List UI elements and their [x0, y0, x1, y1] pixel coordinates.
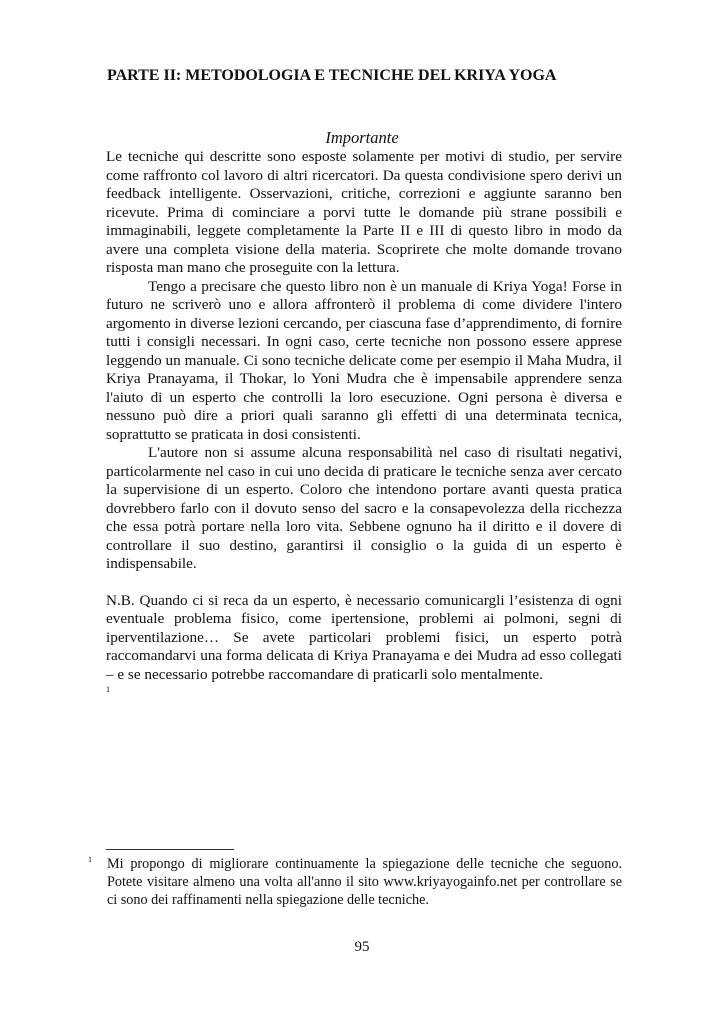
footnote-reference: 1	[106, 685, 110, 694]
section-subheading: Importante	[325, 128, 399, 147]
page-number: 95	[354, 939, 370, 955]
footnote-text: Mi propongo di migliorare continuamente la spiegazione delle tecniche che seguono. Potete visitare almeno una volta all'anno il sito www.kriyayogainfo.net per controllare se ci sono dei raffinamenti nella spiegazione delle tecniche.	[107, 856, 622, 908]
footnote-divider	[106, 849, 234, 850]
paragraph-manual-disclaimer: Tengo a precisare che questo libro non è un manuale di Kriya Yoga! Forse in futuro ne scriverò uno e allora affronterò il problema di come dividere l'intero argomento in diverse lezioni cercando, per ciascuna fase d’apprendimento, di fornire tutti i consigli necessari. In ogni caso, certe tecniche non possono essere apprese leggendo un manuale. Ci sono tecniche delicate come per esempio il Maha Mudra, il Kriya Pranayama, il Thokar, lo Yoni Mudra che è impensabile apprendere senza l'aiuto di un esperto che controlli la loro esecuzione. Ogni persona è diversa e nessuno può dire a priori quali saranno gli effetti di una determinata tecnica, soprattutto se praticata in dosi consistenti.	[106, 277, 622, 443]
footnote-mark: 1	[88, 855, 92, 864]
page-title: PARTE II: METODOLOGIA E TECNICHE DEL KRIYA YOGA	[107, 67, 557, 84]
paragraph-responsibility: L'autore non si assume alcuna responsabilità nel caso di risultati negativi, particolarmente nel caso in cui uno decida di praticare le tecniche senza aver cercato la supervisione di un esperto. Coloro che intendono portare avanti questa pratica dovrebbero farlo con il dovuto senso del sacro e la consapevolezza della ricchezza che essa potrà portare nella loro vita. Sebbene ognuno ha il diritto e il dovere di controllare il suo destino, garantirsi il consiglio o la guida di un esperto è indispensabile.	[106, 444, 622, 572]
footnote	[88, 855, 622, 909]
body-text	[106, 148, 622, 695]
paragraph-intro: Le tecniche qui descritte sono esposte solamente per motivi di studio, per servire come raffronto col lavoro di altri ricercatori. Da questa condivisione spero derivi un feedback intelligente. Osservazioni, critiche, correzioni e aggiunte saranno ben ricevute. Prima di cominciare a porvi tutte le domande più strane possibili e immaginabili, leggete completamente la Parte II e III di questo libro in modo da avere una completa visione della materia. Scoprirete che molte domande trovano risposta man mano che proseguite con la lettura.	[106, 148, 622, 276]
paragraph-nb-note: N.B. Quando ci si reca da un esperto, è necessario comunicargli l’esistenza di ogni eventuale problema fisico, come ipertensione, problemi ai polmoni, segni di iperventilazione… Se avete particolari problemi fisici, un esperto potrà raccomandarvi una forma delicata di Kriya Pranayama e dei Mudra ad esso collegati – e se necessario potrebbe raccomandare di praticarli solo mentalmente.	[106, 591, 622, 683]
